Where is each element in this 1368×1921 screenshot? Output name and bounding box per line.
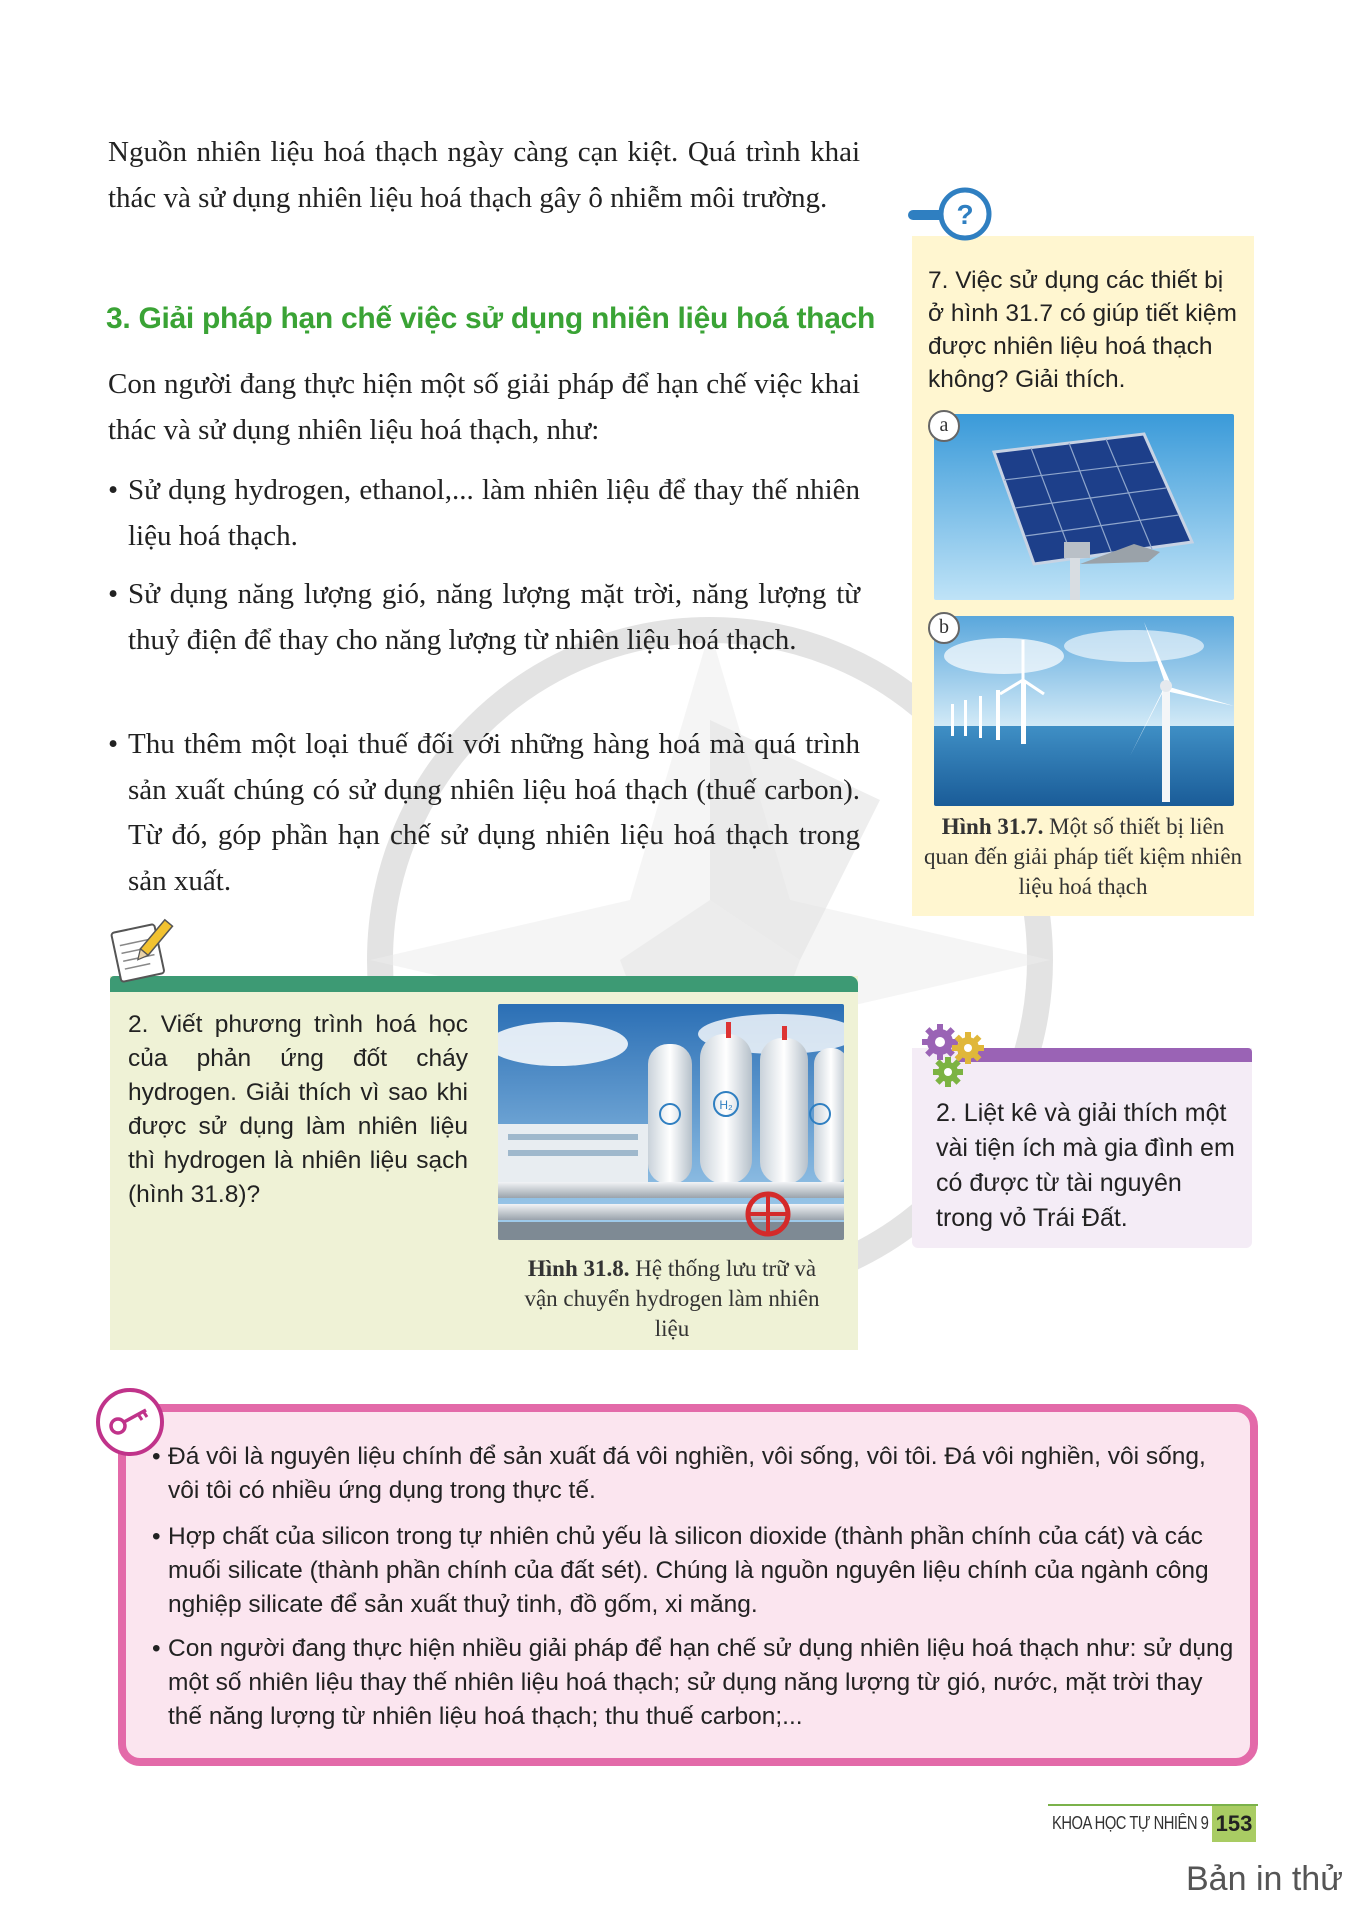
activity-box-bar	[958, 1048, 1252, 1062]
footer-book-title: KHOA HỌC TỰ NHIÊN 9	[1052, 1813, 1209, 1833]
exercise-box-bar	[110, 976, 858, 992]
page-number: 153	[1212, 1806, 1256, 1842]
draft-label: Bản in thử	[1186, 1860, 1343, 1898]
bullet-dot: •	[108, 474, 119, 506]
exercise-2-text: 2. Viết phương trình hoá học của phản ứng đốt cháy hydrogen. Giải thích vì sao khi được sử dụng làm nhiên liệu thì hydrogen là nhiên liệu sạch (hình 31.8)?	[128, 1011, 468, 1208]
figure-label-a: a	[928, 410, 960, 442]
bullet-text: Sử dụng năng lượng gió, năng lượng mặt trời, năng lượng từ thuỷ điện để thay cho năng lượng từ nhiên liệu hoá thạch.	[128, 578, 860, 656]
bullet-text: Thu thêm một loại thuế đối với những hàng hoá mà quá trình sản xuất chúng có sử dụng nhiên liệu hoá thạch (thuế carbon). Từ đó, góp phần hạn chế sử dụng nhiên liệu hoá thạch trong sản xuất.	[128, 728, 860, 897]
caption-bold: Hình 31.7.	[941, 814, 1044, 839]
figure-31-7-caption	[920, 812, 1246, 902]
bullet-item	[108, 468, 860, 559]
figure-label-b: b	[928, 612, 960, 644]
bullet-dot: •	[108, 728, 119, 760]
bullet-dot: •	[152, 1635, 161, 1662]
bullet-dot: •	[152, 1523, 161, 1550]
notepad-pencil-icon	[108, 914, 178, 984]
caption-text: Một số thiết bị liên quan đến giải pháp tiết kiệm nhiên liệu hoá thạch	[923, 814, 1243, 899]
bullet-dot: •	[152, 1443, 161, 1470]
summary-item-text: Đá vôi là nguyên liệu chính để sản xuất đá vôi nghiền, vôi sống, vôi tôi. Đá vôi nghiền, vôi sống, vôi tôi có nhiều ứng dụng trong thực tế.	[168, 1443, 1206, 1504]
section-lead: Con người đang thực hiện một số giải pháp để hạn chế việc khai thác và sử dụng nhiên liệu hoá thạch, như:	[108, 368, 860, 446]
solar-panel-photo	[934, 414, 1234, 600]
summary-item	[152, 1440, 1238, 1508]
intro-paragraph: Nguồn nhiên liệu hoá thạch ngày càng cạn kiệt. Quá trình khai thác và sử dụng nhiên liệu hoá thạch gây ô nhiễm môi trường.	[108, 136, 860, 214]
summary-item-text: Hợp chất của silicon trong tự nhiên chủ yếu là silicon dioxide (thành phần chính của cát) và các muối silicate (thành phần chính của đất sét). Chúng là nguồn nguyên liệu chính của ngành công nghiệp silicate để sản xuất thuỷ tinh, đồ gốm, xi măng.	[168, 1523, 1209, 1618]
question-7-text: 7. Việc sử dụng các thiết bị ở hình 31.7 có giúp tiết kiệm được nhiên liệu hoá thạch không? Giải thích.	[928, 267, 1237, 393]
question-mark: ?	[956, 199, 974, 230]
question-magnifier-icon	[908, 186, 998, 242]
figure-31-8-caption	[520, 1254, 824, 1344]
bullet-item	[108, 572, 860, 663]
caption-text: Hệ thống lưu trữ và vận chuyển hydrogen làm nhiên liệu	[524, 1256, 820, 1341]
hydrogen-storage-photo	[498, 1004, 844, 1240]
tank-label: H₂	[719, 1098, 733, 1112]
summary-item-text: Con người đang thực hiện nhiều giải pháp để hạn chế sử dụng nhiên liệu hoá thạch như: sử dụng một số nhiên liệu thay thế nhiên liệu hoá thạch; sử dụng năng lượng từ gió, nước, mặt trời thay thế năng lượng từ nhiên liệu hoá thạch; thu thuế carbon;...	[168, 1635, 1234, 1730]
section-heading: 3. Giải pháp hạn chế việc sử dụng nhiên liệu hoá thạch	[106, 302, 876, 335]
bullet-dot: •	[108, 578, 119, 610]
summary-item	[152, 1632, 1238, 1734]
caption-bold: Hình 31.8.	[527, 1256, 630, 1281]
bullet-item	[108, 722, 860, 904]
activity-2-text: 2. Liệt kê và giải thích một vài tiện ích mà gia đình em có được từ tài nguyên trong vỏ Trái Đất.	[936, 1099, 1235, 1232]
wind-turbines-photo	[934, 616, 1234, 806]
summary-item	[152, 1520, 1238, 1622]
gears-icon	[914, 1020, 990, 1090]
bullet-text: Sử dụng hydrogen, ethanol,... làm nhiên liệu để thay thế nhiên liệu hoá thạch.	[128, 474, 860, 552]
